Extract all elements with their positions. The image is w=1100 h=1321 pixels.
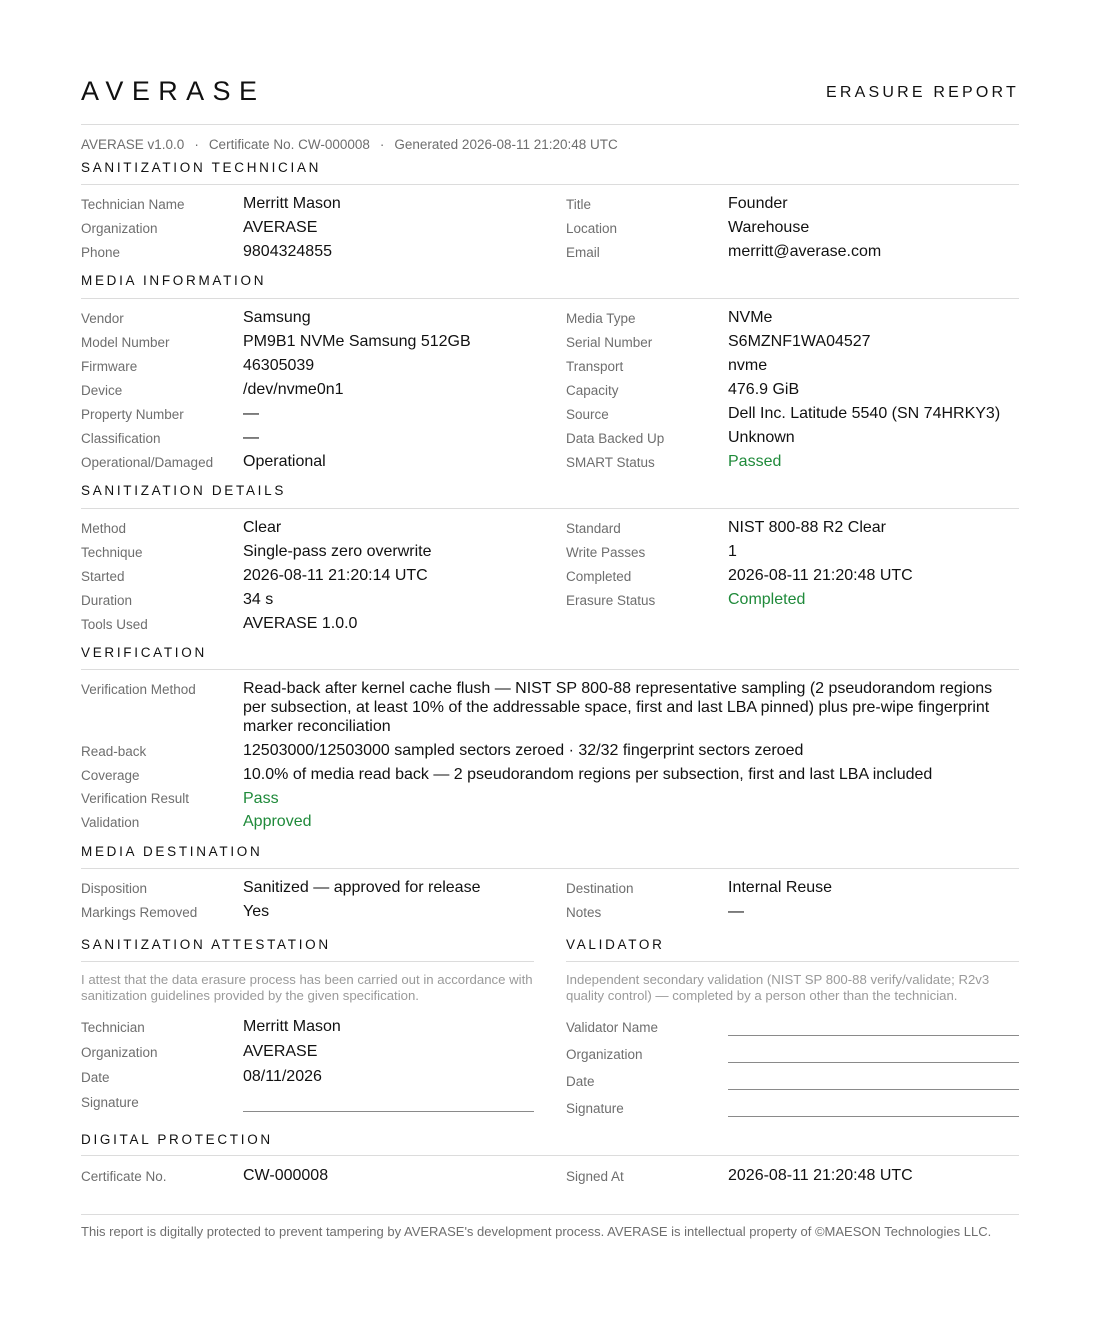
field-label: Firmware	[81, 359, 138, 374]
field-value-organization: AVERASE	[243, 219, 318, 236]
field-value-duration: 34 s	[243, 591, 274, 608]
field-value-firmware: 46305039	[243, 357, 315, 374]
section-divider	[81, 961, 534, 962]
field-label: SMART Status	[566, 455, 655, 470]
field-value-serial-number: S6MZNF1WA04527	[728, 333, 871, 350]
field-value-operational: Operational	[243, 453, 326, 470]
field-label: Standard	[566, 521, 621, 536]
field-label: Duration	[81, 593, 133, 608]
field-label: Property Number	[81, 407, 184, 422]
section-divider	[81, 1155, 1019, 1156]
field-label: Organization	[81, 221, 158, 236]
brand-logo-text: AVERASE	[81, 76, 266, 106]
section-divider	[81, 508, 1019, 509]
field-value-verification-result: Pass	[243, 790, 279, 807]
field-value-technician-name: Merritt Mason	[243, 195, 341, 212]
technician-signature-line	[243, 1111, 534, 1112]
field-label: Completed	[566, 569, 632, 584]
field-label: Location	[566, 221, 618, 236]
field-label: Tools Used	[81, 617, 148, 632]
section-title-destination: MEDIA DESTINATION	[81, 844, 263, 859]
field-label: Disposition	[81, 881, 148, 896]
field-value-model-number: PM9B1 NVMe Samsung 512GB	[243, 333, 471, 350]
field-label: Serial Number	[566, 335, 653, 350]
field-value-media-type: NVMe	[728, 309, 773, 326]
field-value-destination: Internal Reuse	[728, 879, 833, 896]
section-title-verification: VERIFICATION	[81, 645, 207, 660]
field-label: Source	[566, 407, 609, 422]
field-label: Classification	[81, 431, 161, 446]
field-label: Signature	[81, 1095, 139, 1110]
field-value-validation: Approved	[243, 813, 312, 830]
footer-divider	[81, 1214, 1019, 1215]
field-label: Media Type	[566, 311, 636, 326]
meta-separator: ·	[379, 137, 385, 152]
meta-certificate: Certificate No. CW-000008	[208, 137, 370, 152]
field-label: Technician Name	[81, 197, 185, 212]
validator-signature-line	[728, 1116, 1019, 1117]
validator-organization-line	[728, 1062, 1019, 1063]
field-value-classification: —	[243, 429, 259, 446]
field-label: Technique	[81, 545, 143, 560]
field-label: Operational/Damaged	[81, 455, 214, 470]
field-label: Validator Name	[566, 1020, 659, 1035]
field-value-email: merritt@averase.com	[728, 243, 882, 260]
field-value-device: /dev/nvme0n1	[243, 381, 344, 398]
field-value-transport: nvme	[728, 357, 768, 374]
section-title-validator: VALIDATOR	[566, 937, 665, 952]
field-label: Model Number	[81, 335, 170, 350]
field-label: Capacity	[566, 383, 619, 398]
field-label: Certificate No.	[81, 1169, 167, 1184]
attestation-statement: I attest that the data erasure process has been carried out in accordance with sanitization guidelines provided by the given specification.	[81, 972, 533, 1003]
report-title: ERASURE REPORT	[826, 84, 1019, 101]
field-label: Read-back	[81, 744, 147, 759]
field-label: Started	[81, 569, 125, 584]
field-value-location: Warehouse	[728, 219, 810, 236]
section-divider	[566, 961, 1019, 962]
field-value-title: Founder	[728, 195, 788, 212]
field-label: Destination	[566, 881, 634, 896]
meta-version: AVERASE v1.0.0	[81, 137, 185, 152]
field-label: Erasure Status	[566, 593, 656, 608]
field-value-smart-status: Passed	[728, 453, 782, 470]
section-divider	[81, 298, 1019, 299]
field-label: Email	[566, 245, 600, 260]
field-label: Validation	[81, 815, 140, 830]
report-header	[81, 76, 1019, 125]
field-label: Date	[566, 1074, 595, 1089]
field-value-write-passes: 1	[728, 543, 737, 560]
field-label: Coverage	[81, 768, 140, 783]
validator-statement: Independent secondary validation (NIST SP 800-88 verify/validate; R2v3 quality control) — completed by a person other than the technician.	[566, 972, 990, 1003]
field-value-signed-at: 2026-08-11 21:20:48 UTC	[728, 1167, 913, 1184]
field-value-erasure-status: Completed	[728, 591, 806, 608]
field-value-capacity: 476.9 GiB	[728, 381, 800, 398]
section-title-media: MEDIA INFORMATION	[81, 273, 267, 288]
field-value-notes: —	[728, 903, 744, 920]
field-label: Method	[81, 521, 127, 536]
section-title-attestation: SANITIZATION ATTESTATION	[81, 937, 331, 952]
field-value-data-backed-up: Unknown	[728, 429, 795, 446]
section-title-protection: DIGITAL PROTECTION	[81, 1132, 273, 1147]
footer-notice: This report is digitally protected to prevent tampering by AVERASE's development process. AVERASE is intellectual property of ©MAESON Technologies LLC.	[81, 1224, 992, 1239]
field-label: Technician	[81, 1020, 145, 1035]
field-label: Markings Removed	[81, 905, 198, 920]
meta-generated: Generated 2026-08-11 21:20:48 UTC	[394, 137, 618, 152]
field-value-disposition: Sanitized — approved for release	[243, 879, 481, 896]
field-value-verification-method: Read-back after kernel cache flush — NIST SP 800-88 representative sampling (2 pseudorandom regions per subsection, at least 10% of the addressable space, first and last LBA pinned) plus pre-wipe fingerprint marker reconciliation	[243, 680, 993, 735]
section-divider	[81, 184, 1019, 185]
field-label: Device	[81, 383, 123, 398]
field-label: Signed At	[566, 1169, 624, 1184]
field-value-technique: Single-pass zero overwrite	[243, 543, 432, 560]
section-title-sanitization: SANITIZATION DETAILS	[81, 483, 287, 498]
report-meta-line	[81, 137, 618, 153]
field-label: Notes	[566, 905, 602, 920]
field-value-completed: 2026-08-11 21:20:48 UTC	[728, 567, 913, 584]
field-value-standard: NIST 800-88 R2 Clear	[728, 519, 886, 536]
section-divider	[81, 868, 1019, 869]
field-value-source: Dell Inc. Latitude 5540 (SN 74HRKY3)	[728, 405, 1001, 422]
field-label: Verification Result	[81, 791, 190, 806]
field-label: Organization	[81, 1045, 158, 1060]
field-value-phone: 9804324855	[243, 243, 332, 260]
field-value-attest-technician: Merritt Mason	[243, 1018, 341, 1035]
field-label: Signature	[566, 1101, 624, 1116]
meta-separator: ·	[194, 137, 199, 152]
field-value-attest-date: 08/11/2026	[243, 1068, 322, 1085]
field-label: Data Backed Up	[566, 431, 665, 446]
field-value-read-back: 12503000/12503000 sampled sectors zeroed · 32/32 fingerprint sectors zeroed	[243, 742, 804, 759]
field-value-started: 2026-08-11 21:20:14 UTC	[243, 567, 428, 584]
field-value-tools-used: AVERASE 1.0.0	[243, 615, 358, 632]
validator-name-line	[728, 1035, 1019, 1036]
field-label: Write Passes	[566, 545, 646, 560]
validator-date-line	[728, 1089, 1019, 1090]
field-label: Date	[81, 1070, 110, 1085]
field-value-property-number: —	[243, 405, 259, 422]
field-label: Organization	[566, 1047, 643, 1062]
field-label: Title	[566, 197, 592, 212]
field-value-attest-organization: AVERASE	[243, 1043, 318, 1060]
field-value-markings-removed: Yes	[243, 903, 270, 920]
field-label: Verification Method	[81, 682, 196, 697]
field-value-vendor: Samsung	[243, 309, 311, 326]
field-value-method: Clear	[243, 519, 282, 536]
section-title-technician: SANITIZATION TECHNICIAN	[81, 160, 322, 175]
field-value-coverage: 10.0% of media read back — 2 pseudorandom regions per subsection, first and last LBA included	[243, 766, 933, 783]
field-label: Vendor	[81, 311, 124, 326]
field-label: Transport	[566, 359, 624, 374]
field-label: Phone	[81, 245, 121, 260]
section-divider	[81, 669, 1019, 670]
field-value-certificate-no: CW-000008	[243, 1167, 329, 1184]
